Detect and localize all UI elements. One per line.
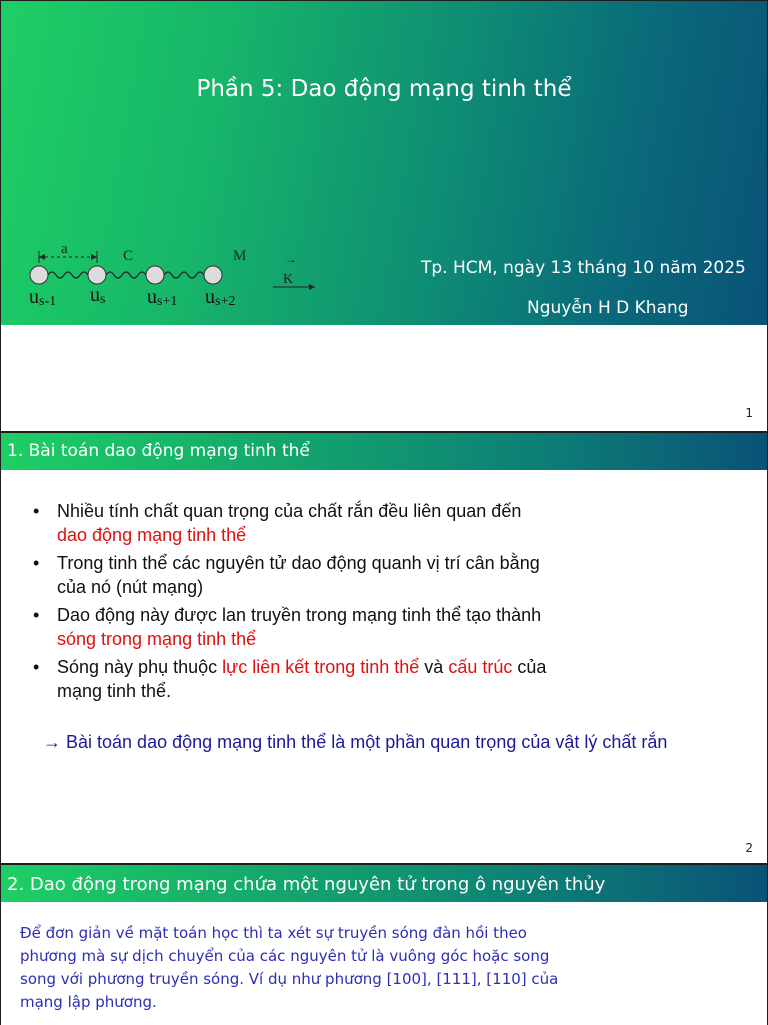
displacement-label: us+2 [205,286,236,309]
bullet-item: • Dao động này được lan truyền trong mạng tinh thể tạo thành sóng trong mạng tinh thể [33,605,542,649]
page-number: 1 [745,406,753,420]
body-paragraph: Để đơn giản về mặt toán học thì ta xét sự truyền sóng đàn hồi theo phương mà sự dịch chuyển của các nguyên tử là vuông góc hoặc song song với phương truyền sóng. Ví dụ như phương [100], [111], [110] của mạng lập phương. [20,924,559,1011]
slide-1 [0,0,768,432]
page-number: 2 [745,841,753,855]
bullet-icon: • [33,501,40,521]
slide-title: Phần 5: Dao động mạng tinh thể [196,76,572,102]
bullet-icon: • [33,605,40,625]
bullet-list [31,499,551,707]
date-text: Tp. HCM, ngày 13 tháng 10 năm 2025 [421,258,746,278]
lattice-chain-diagram [23,233,323,313]
highlight-text: cấu trúc [448,657,513,677]
spring-constant-label: C [123,248,134,264]
section-header: 2. Dao động trong mạng chứa một nguyên tử trong ô nguyên thủy [7,874,606,895]
bullet-item: • Trong tinh thể các nguyên tử dao động quanh vị trí cân bằng của nó (nút mạng) [33,553,540,597]
displacement-label: us-1 [29,286,57,309]
highlight-text: lực liên kết trong tinh thể [222,657,420,677]
atom [88,266,106,284]
slide-3 [0,864,768,1025]
bullet-item: • Sóng này phụ thuộc lực liên kết trong tinh thể và cấu trúc của mạng tinh thể. [33,657,547,701]
conclusion-text: → Bài toán dao động mạng tinh thể là một phần quan trọng của vật lý chất rắn [43,732,668,752]
atom [146,266,164,284]
atom [204,266,222,284]
spacing-label: a [61,241,68,257]
slide-2 [0,432,768,864]
svg-text:→: → [285,252,297,266]
displacement-label: us+1 [147,286,178,309]
bullet-icon: • [33,553,40,573]
section-header: 1. Bài toán dao động mạng tinh thể [7,441,310,461]
wave-vector-label: K [283,272,294,287]
displacement-label: us [90,284,106,307]
mass-label: M [233,248,247,264]
author-name: Nguyễn H D Khang [527,298,689,318]
bullet-icon: • [33,657,40,677]
highlight-text: dao động mạng tinh thể [57,525,247,545]
highlight-text: sóng trong mạng tinh thể [57,629,257,649]
atom [30,266,48,284]
bullet-item: • Nhiều tính chất quan trọng của chất rắn đều liên quan đến dao động mạng tinh thể [33,501,522,545]
